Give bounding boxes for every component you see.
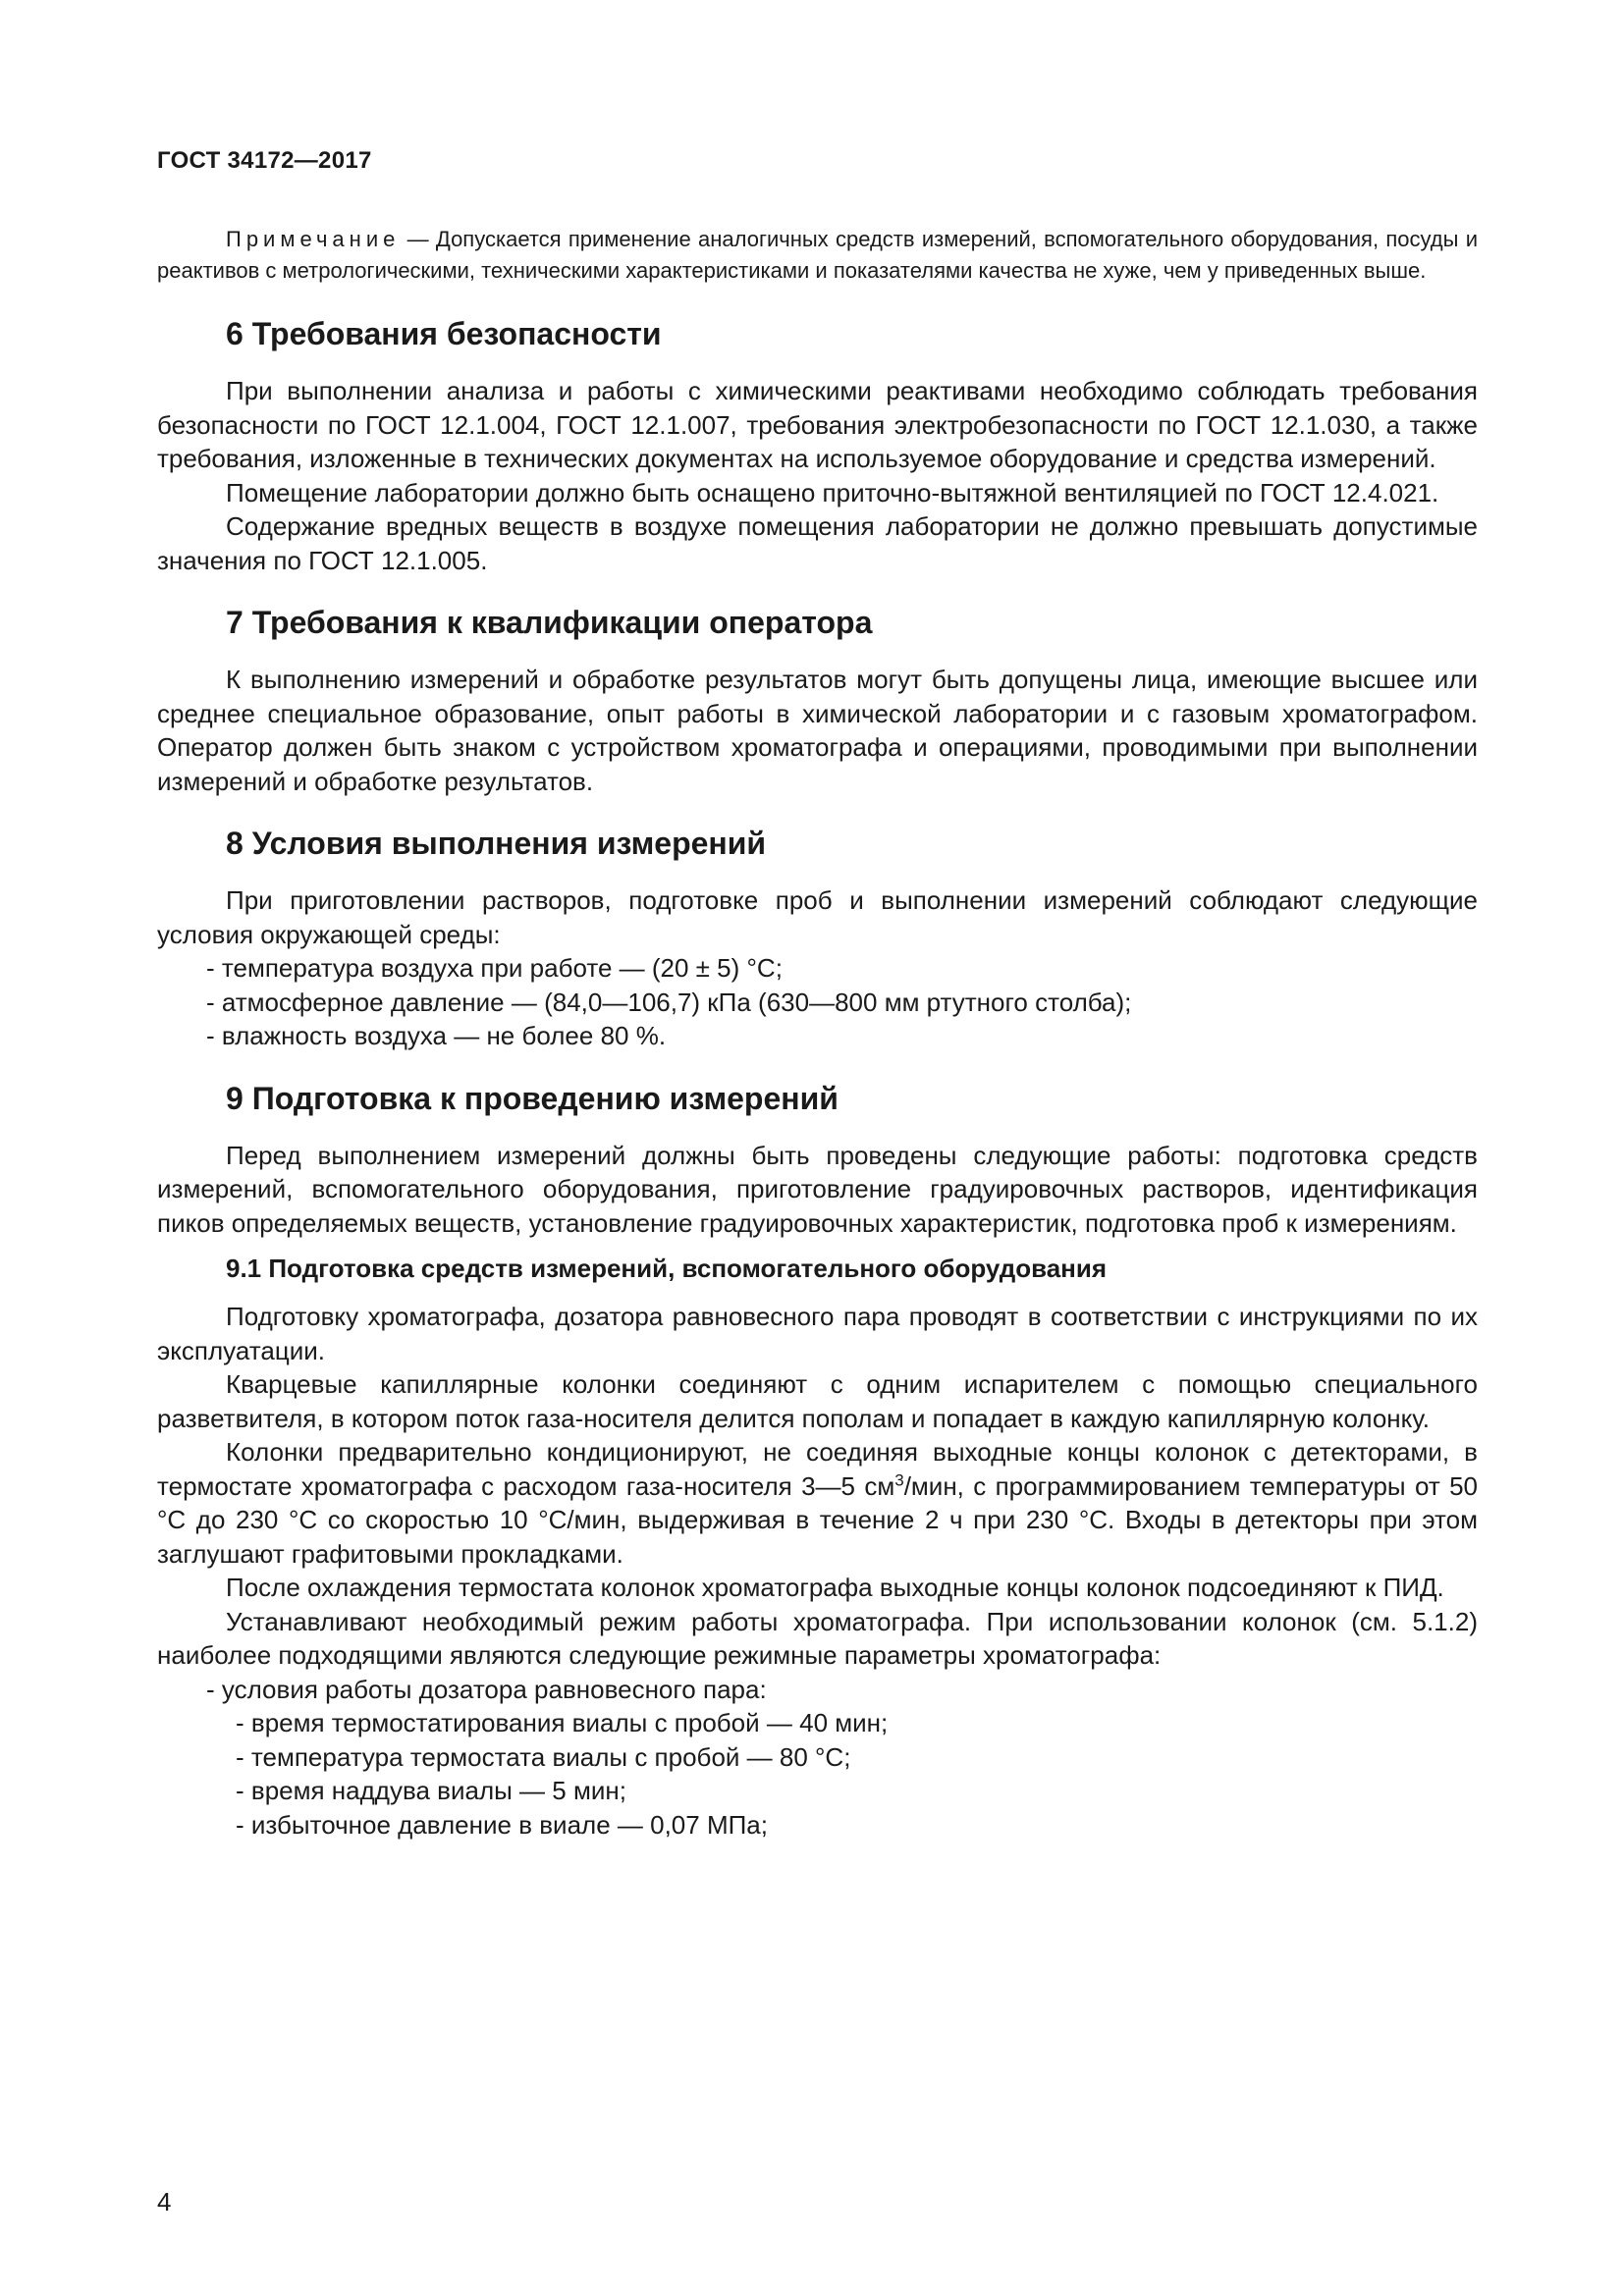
section-8-paragraph-1: При приготовлении растворов, подготовке проб и выполнении измерений соблюдают следующие условия окружающей среды: bbox=[157, 885, 1478, 949]
section-8 bbox=[157, 826, 1478, 1053]
section-9 bbox=[157, 1081, 1478, 1842]
section-8-list bbox=[157, 951, 1478, 1053]
section-9-paragraph-4 bbox=[157, 1435, 1478, 1571]
section-8-heading: 8 Условия выполнения измерений bbox=[226, 826, 767, 861]
list-item: - условия работы дозатора равновесного пара: bbox=[206, 1674, 767, 1704]
document-page bbox=[157, 147, 1478, 1842]
list-item: - атмосферное давление — (84,0—106,7) кПа (630—800 мм ртутного столба); bbox=[206, 987, 1132, 1017]
document-header: ГОСТ 34172—2017 bbox=[157, 147, 372, 174]
section-9-paragraph-2: Подготовку хроматографа, дозатора равновесного пара проводят в соответствии с инструкциями по их эксплуатации. bbox=[157, 1302, 1478, 1365]
section-7-heading: 7 Требования к квалификации оператора bbox=[226, 605, 873, 640]
section-9-paragraph-5: После охлаждения термостата колонок хроматографа выходные концы колонок подсоединяют к ПИД. bbox=[226, 1573, 1444, 1602]
list-sub-item: - время термостатирования виалы с пробой — 40 мин; bbox=[236, 1708, 889, 1737]
section-7-paragraph-1: К выполнению измерений и обработке результатов могут быть допущены лица, имеющие высшее или среднее специальное образование, опыт работы в химической лаборатории и с газовым хроматографом. Оператор должен быть знаком с устройством хроматографа и операциями, проводимыми при выполнении измерений и обработке результатов. bbox=[157, 665, 1478, 796]
section-6-paragraph-3: Содержание вредных веществ в воздухе помещения лаборатории не должно превышать допустимые значения по ГОСТ 12.1.005. bbox=[157, 511, 1478, 575]
section-6-heading: 6 Требования безопасности bbox=[226, 316, 662, 351]
list-sub-item: - температура термостата виалы с пробой — 80 °С; bbox=[236, 1741, 851, 1772]
section-6-paragraph-2: Помещение лаборатории должно быть оснащено приточно-вытяжной вентиляцией по ГОСТ 12.4.021. bbox=[226, 477, 1439, 507]
section-6 bbox=[157, 316, 1478, 577]
note-paragraph bbox=[157, 224, 1478, 287]
section-9-1-heading: 9.1 Подготовка средств измерений, вспомогательного оборудования bbox=[226, 1254, 1108, 1283]
note-label: Примечание bbox=[226, 227, 401, 251]
paragraph-text: Колонки предварительно кондиционируют, не соединяя выходные концы колонок с детекторами, в термостате хроматографа с расходом газа-носителя 3—5 см bbox=[157, 1437, 1478, 1501]
section-9-heading: 9 Подготовка к проведению измерений bbox=[226, 1080, 839, 1116]
list-sub-item: - избыточное давление в виале — 0,07 МПа; bbox=[236, 1809, 768, 1840]
section-6-paragraph-1: При выполнении анализа и работы с химическими реактивами необходимо соблюдать требования безопасности по ГОСТ 12.1.004, ГОСТ 12.1.007, требования электробезопасности по ГОСТ 12.1.030, а также требования, изложенные в технических документах на используемое оборудование и средства измерений. bbox=[157, 376, 1478, 473]
paragraph-text: /мин, с программированием температуры от 50 °С до 230 °С со скоростью 10 °С/мин, выдерживая в течение 2 ч при 230 °С. Входы в детекторы при этом заглушают графитовыми прокладками. bbox=[157, 1470, 1478, 1569]
section-7 bbox=[157, 605, 1478, 798]
note-text: — Допускается применение аналогичных средств измерений, вспомогательного оборудования, посуды и реактивов с метрологическими, техническими характеристиками и показателями качества не хуже, чем у приведенных выше. bbox=[157, 227, 1478, 283]
section-9-paragraph-3: Кварцевые капиллярные колонки соединяют с одним испарителем с помощью специального разветвителя, в котором поток газа-носителя делится пополам и попадает в каждую капиллярную колонку. bbox=[157, 1369, 1478, 1433]
list-sub-item: - время наддува виалы — 5 мин; bbox=[236, 1776, 626, 1805]
section-9-paragraph-6: Устанавливают необходимый режим работы хроматографа. При использовании колонок (см. 5.1.2) наиболее подходящими являются следующие режимные параметры хроматографа: bbox=[157, 1606, 1478, 1670]
section-9-paragraph-1: Перед выполнением измерений должны быть проведены следующие работы: подготовка средств измерений, вспомогательного оборудования, приготовление градуировочных растворов, идентификация пиков определяемых веществ, установление градуировочных характеристик, подготовка проб к измерениям. bbox=[157, 1140, 1478, 1238]
page-number: 4 bbox=[157, 2187, 172, 2216]
list-item: - температура воздуха при работе — (20 ± 5) °С; bbox=[206, 953, 783, 983]
superscript: 3 bbox=[894, 1469, 904, 1489]
list-item: - влажность воздуха — не более 80 %. bbox=[206, 1021, 667, 1050]
section-9-list bbox=[157, 1673, 1478, 1842]
